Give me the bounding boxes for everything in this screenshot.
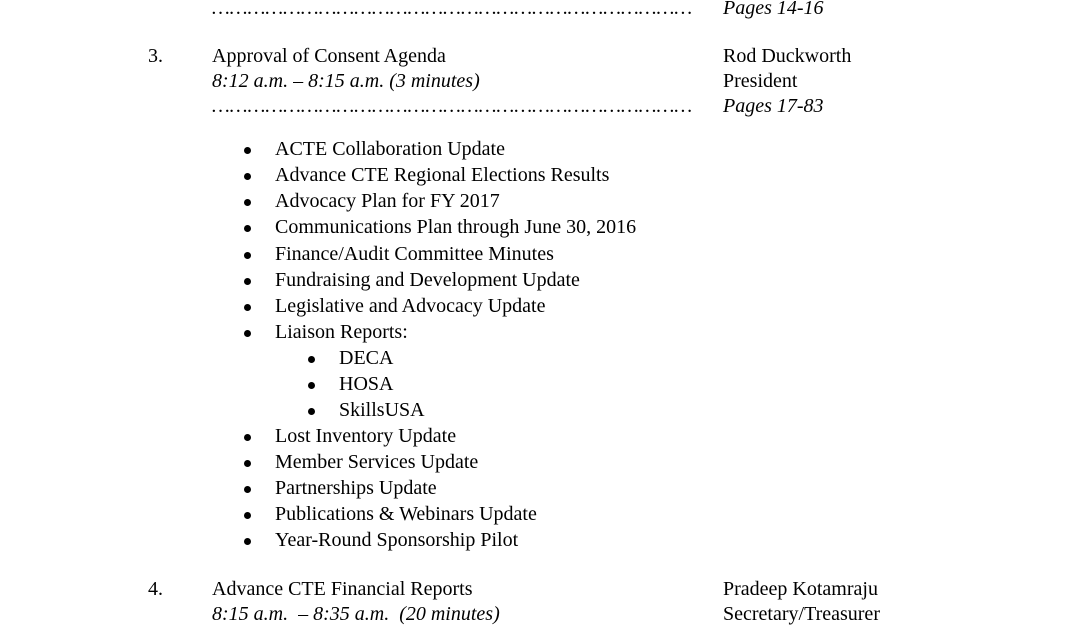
dot-leader: ……………………………………………………………………… xyxy=(212,95,693,117)
bullet-icon xyxy=(244,173,251,180)
presenter-role: President xyxy=(723,70,798,92)
bullet-icon xyxy=(244,225,251,232)
document-page: ……………………………………………………………………… Pages 14-16 3. Approval of Consent Agenda Rod Duckworth 8:12 a.m. – 8:15 a.m. (3 minutes) President ……………………………………………………………………… Pages 17-83 ACTE Collaboration Update Advance CTE Regional Elections Results Advocacy Plan for FY 2017 Communications Plan through June 30, 2016 Finance/Audit Committee Minutes Fundraising and Development Update Legislative and Advocacy Update Liaison Reports: DECA HOSA SkillsUSA Lost Inventory Update Member Services Update Partnerships Update Publications & Webinars Update Year-Round Sponsorship Pilot 4. Advance CTE Financial Reports Pradeep Kotamraju 8:15 a.m. – 8:35 a.m. (20 minutes) Secretary/Treasurer xyxy=(0,0,1088,630)
page-reference: Pages 17-83 xyxy=(723,95,824,117)
item-title: Advance CTE Financial Reports xyxy=(212,578,473,600)
bullet-icon xyxy=(244,434,251,441)
presenter-name: Rod Duckworth xyxy=(723,45,852,67)
item-title: Approval of Consent Agenda xyxy=(212,45,446,67)
item-number: 3. xyxy=(148,45,163,67)
bullet-icon xyxy=(244,278,251,285)
bullet-icon xyxy=(244,304,251,311)
bullet-icon xyxy=(308,382,315,389)
top-dot-leader: ……………………………………………………………………… xyxy=(212,0,693,19)
bullet-icon xyxy=(244,538,251,545)
bullet-icon xyxy=(244,486,251,493)
bullet-icon xyxy=(308,356,315,363)
bullet-icon xyxy=(244,252,251,259)
presenter-role: Secretary/Treasurer xyxy=(723,603,880,625)
item-number: 4. xyxy=(148,578,163,600)
bullet-icon xyxy=(244,512,251,519)
bullet-icon xyxy=(244,199,251,206)
bullet-icon xyxy=(308,408,315,415)
bullet-icon xyxy=(244,147,251,154)
bullet-icon xyxy=(244,460,251,467)
presenter-name: Pradeep Kotamraju xyxy=(723,578,878,600)
item-time: 8:12 a.m. – 8:15 a.m. (3 minutes) xyxy=(212,70,480,92)
top-page-reference: Pages 14-16 xyxy=(723,0,824,19)
item-time: 8:15 a.m. – 8:35 a.m. (20 minutes) xyxy=(212,603,500,625)
bullet-icon xyxy=(244,330,251,337)
